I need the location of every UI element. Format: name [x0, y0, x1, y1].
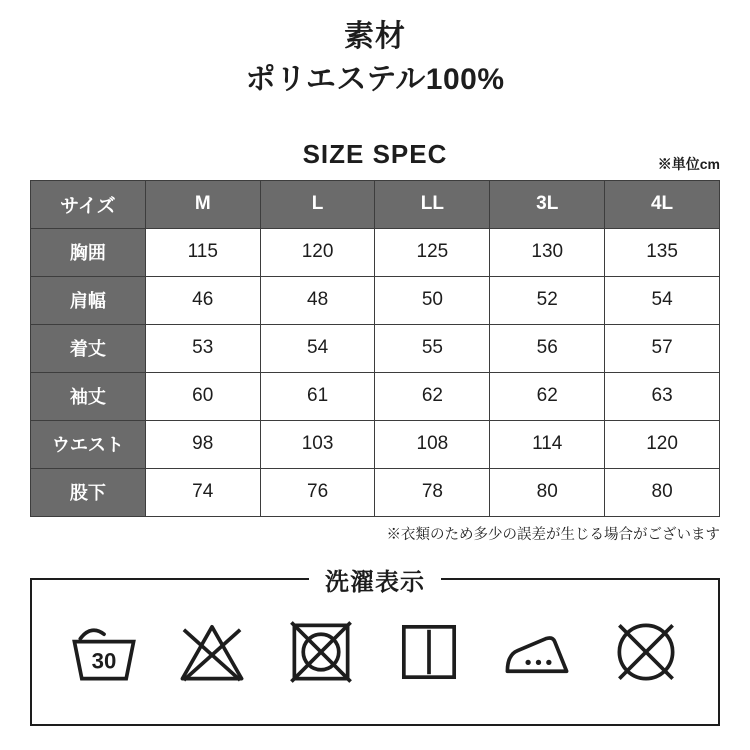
table-cell: 98	[145, 420, 260, 468]
table-cell: 54	[260, 324, 375, 372]
no-bleach-triangle-icon	[175, 615, 249, 689]
column-header-4l: 4L	[605, 180, 720, 228]
material-section	[0, 0, 750, 99]
table-cell: 61	[260, 372, 375, 420]
table-cell: 60	[145, 372, 260, 420]
column-header-l: L	[260, 180, 375, 228]
no-tumble-dry-icon	[284, 615, 358, 689]
table-cell: 76	[260, 468, 375, 516]
material-value: ポリエステル100%	[245, 62, 505, 96]
table-row	[31, 276, 720, 324]
size-table-note: ※衣類のため多少の誤差が生じる場合がございます	[386, 526, 720, 543]
wash-tub-30-icon	[67, 615, 141, 689]
column-header-ll: LL	[375, 180, 490, 228]
size-spec-table	[30, 180, 720, 517]
table-cell: 62	[375, 372, 490, 420]
washing-title: 洗濯表示	[309, 562, 441, 597]
table-cell: 50	[375, 276, 490, 324]
table-cell: 46	[145, 276, 260, 324]
table-cell: 52	[490, 276, 605, 324]
table-cell: 63	[605, 372, 720, 420]
unit-note: ※単位cm	[657, 155, 720, 172]
table-cell: 120	[260, 228, 375, 276]
table-row	[31, 228, 720, 276]
column-header-3l: 3L	[490, 180, 605, 228]
table-cell: 108	[375, 420, 490, 468]
row-label: 肩幅	[31, 276, 146, 324]
washing-icon-row	[30, 578, 720, 726]
washing-section	[30, 568, 720, 726]
table-row	[31, 420, 720, 468]
row-label: ウエスト	[31, 420, 146, 468]
table-cell: 135	[605, 228, 720, 276]
table-cell: 55	[375, 324, 490, 372]
drip-dry-hang-icon	[392, 615, 466, 689]
table-cell: 78	[375, 468, 490, 516]
table-cell: 53	[145, 324, 260, 372]
table-header-row	[31, 180, 720, 228]
column-header-size: サイズ	[31, 180, 146, 228]
table-cell: 48	[260, 276, 375, 324]
no-dry-clean-icon	[609, 615, 683, 689]
table-cell: 130	[490, 228, 605, 276]
iron-low-heat-icon	[500, 615, 574, 689]
table-cell: 115	[145, 228, 260, 276]
row-label: 股下	[31, 468, 146, 516]
table-cell: 120	[605, 420, 720, 468]
table-cell: 54	[605, 276, 720, 324]
table-row	[31, 372, 720, 420]
svg-text:30: 30	[91, 647, 117, 673]
table-row	[31, 468, 720, 516]
table-cell: 125	[375, 228, 490, 276]
table-cell: 103	[260, 420, 375, 468]
row-label: 袖丈	[31, 372, 146, 420]
table-cell: 57	[605, 324, 720, 372]
table-row	[31, 324, 720, 372]
size-spec-heading: SIZE SPEC	[302, 138, 448, 169]
table-cell: 74	[145, 468, 260, 516]
table-cell: 80	[605, 468, 720, 516]
table-cell: 80	[490, 468, 605, 516]
row-label: 着丈	[31, 324, 146, 372]
column-header-m: M	[145, 180, 260, 228]
table-cell: 56	[490, 324, 605, 372]
table-cell: 114	[490, 420, 605, 468]
table-cell: 62	[490, 372, 605, 420]
material-title: 素材	[344, 20, 406, 53]
row-label: 胸囲	[31, 228, 146, 276]
